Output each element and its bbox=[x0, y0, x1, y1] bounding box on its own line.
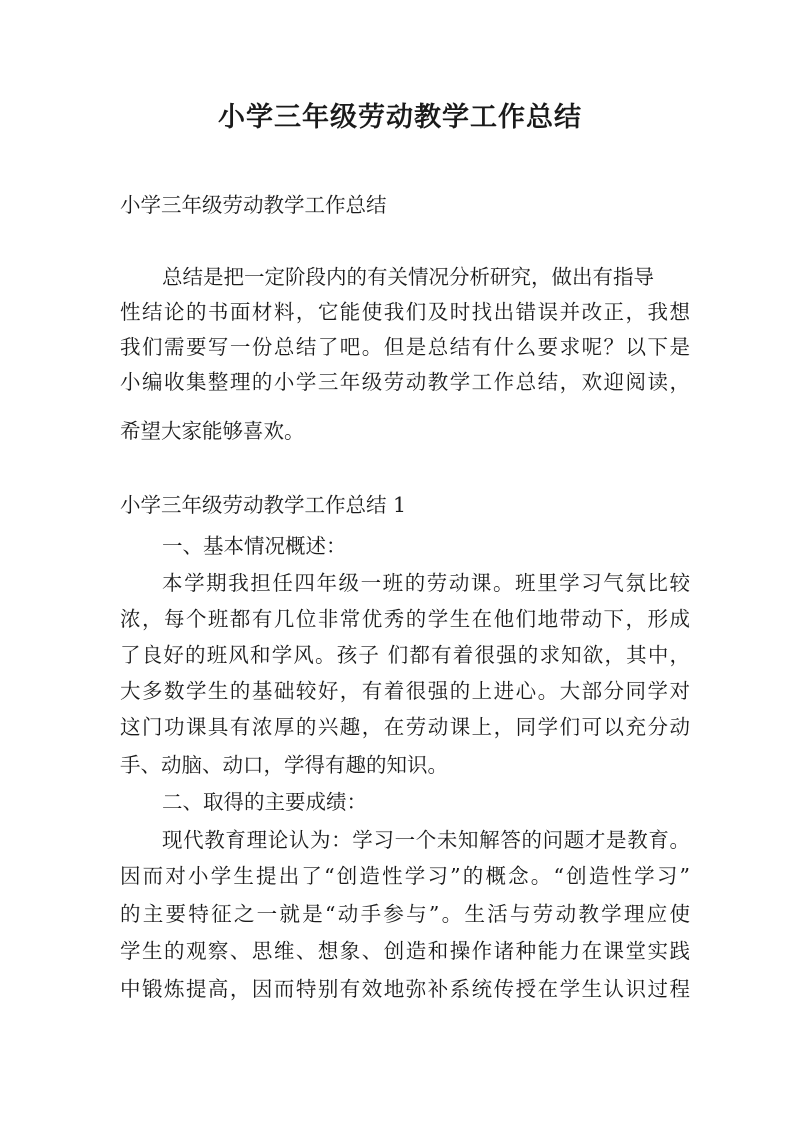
part1-line: 这门功课具有浓厚的兴趣，在劳动课上，同学们可以充分动 bbox=[120, 715, 690, 739]
section-heading: 小学三年级劳动教学工作总结 1 bbox=[120, 493, 407, 517]
part2-line: 学生的观察、思维、想象、创造和操作诸种能力在课堂实践 bbox=[120, 939, 690, 963]
part2-heading: 二、取得的主要成绩： bbox=[162, 790, 367, 814]
part2-line: 中锻炼提高，因而特别有效地弥补系统传授在学生认识过程 bbox=[120, 977, 690, 1001]
intro-line: 总结是把一定阶段内的有关情况分析研究，做出有指导 bbox=[162, 265, 654, 289]
intro-line: 希望大家能够喜欢。 bbox=[120, 419, 305, 443]
intro-line: 小编收集整理的小学三年级劳动教学工作总结，欢迎阅读， bbox=[120, 370, 690, 394]
part2-line: 现代教育理论认为：学习一个未知解答的问题才是教育。 bbox=[162, 828, 690, 852]
part1-line: 大多数学生的基础较好，有着很强的上进心。大部分同学对 bbox=[120, 679, 690, 703]
part2-line: 因而对小学生提出了“创造性学习”的概念。“创造性学习” bbox=[120, 864, 690, 888]
intro-line: 性结论的书面材料，它能使我们及时找出错误并改正，我想 bbox=[120, 300, 690, 324]
part1-line: 本学期我担任四年级一班的劳动课。班里学习气氛比较 bbox=[162, 571, 690, 595]
document-title: 小学三年级劳动教学工作总结 bbox=[218, 102, 582, 133]
intro-line: 我们需要写一份总结了吧。但是总结有什么要求呢？以下是 bbox=[120, 335, 690, 359]
part1-line: 了良好的班风和学风。孩子 们都有着很强的求知欲，其中， bbox=[120, 643, 690, 667]
document-subtitle: 小学三年级劳动教学工作总结 bbox=[120, 193, 387, 217]
part1-line: 手、动脑、动口，学得有趣的知识。 bbox=[120, 753, 448, 777]
part1-line: 浓，每个班都有几位非常优秀的学生在他们地带动下，形成 bbox=[120, 607, 690, 631]
part1-heading: 一、基本情况概述： bbox=[162, 534, 347, 558]
part2-line: 的主要特征之一就是“动手参与”。生活与劳动教学理应使 bbox=[120, 902, 690, 926]
